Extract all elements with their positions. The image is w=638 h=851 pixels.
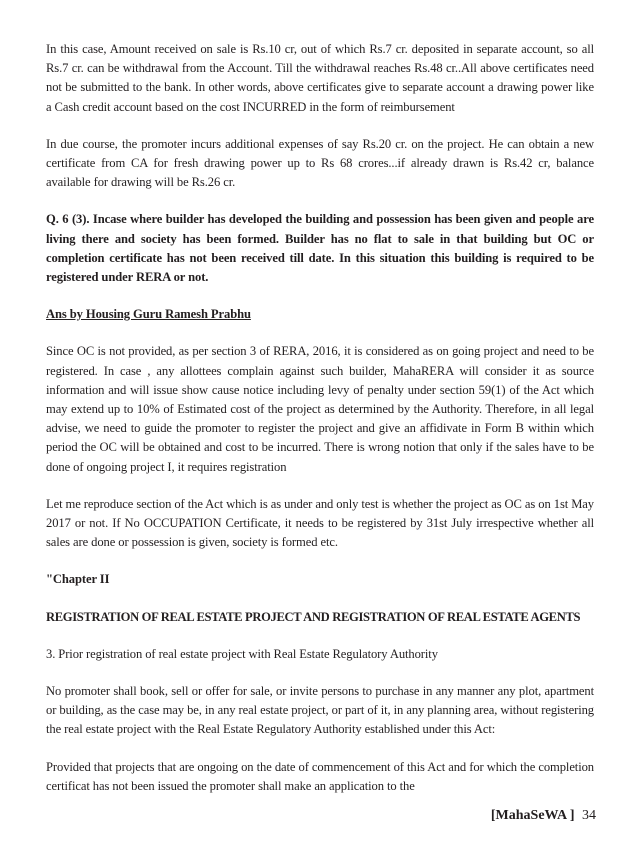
- question-heading: Q. 6 (3). Incase where builder has developed the building and possession has been given and people are living there and society has been formed. Builder has no flat to sale in that building but OC or completion certificate has not been received till date. In this situation this building is required to be registered under RERA or not.: [46, 212, 594, 285]
- chapter-title: REGISTRATION OF REAL ESTATE PROJECT AND REGISTRATION OF REAL ESTATE AGENTS: [46, 609, 581, 624]
- publication-name: [MahaSeWA ]: [490, 808, 575, 823]
- chapter-heading: "Chapter II: [46, 572, 110, 587]
- paragraph-additional-expenses: In due course, the promoter incurs additional expenses of say Rs.20 cr. on the project. He can obtain a new certificate from CA for fresh drawing power up to Rs 68 crores...if already drawn is Rs.42 cr, balance available for drawing will be Rs.26 cr.: [46, 136, 594, 190]
- paragraph-answer-oc: Since OC is not provided, as per section 3 of RERA, 2016, it is considered as on going project and need to be registered. In case , any allottees complain against such builder, MahaRERA will consider it as source information and will issue show cause notice including levy of penalty under section 59(1) of the Act which may extend up to 10% of Estimated cost of the project as determined by the Authority. Therefore, in all legal advise, we need to guide the promoter to register the project and give an affidivate in Form B within which period the OC will be obtained and cost to be incurred. There is wrong notion that only if the sales have to be done of ongoing project I, it requires registration: [46, 344, 594, 474]
- paragraph-section-3: No promoter shall book, sell or offer for sale, or invite persons to purchase in any manner any plot, apartment or building, as the case may be, in any real estate project, or part of it, in any planning area, without registering the real estate project with the Real Estate Regulatory Authority established under this Act:: [46, 684, 594, 737]
- document-page: [46, 40, 594, 814]
- paragraph-act-reproduction: Let me reproduce section of the Act which is as under and only test is whether the project as OC as on 1st May 2017 or not. If No OCCUPATION Certificate, it needs to be registered by 31st July irrespective whether all sales are done or possession is given, society is formed etc.: [46, 496, 594, 550]
- page-number: 34: [582, 808, 596, 823]
- page-footer: [491, 808, 596, 824]
- answer-byline: Ans by Housing Guru Ramesh Prabhu: [46, 307, 251, 322]
- paragraph-cash-credit: In this case, Amount received on sale is Rs.10 cr, out of which Rs.7 cr. deposited in separate account, so all Rs.7 cr. can be withdrawal from the Account. Till the withdrawal reaches Rs.48 cr..All above certificates need not be submitted to the bank. In other words, above certificates give to separate account a drawing power like a Cash credit account based on the cost INCURRED in the form of reimbursement: [46, 42, 594, 114]
- section-heading: 3. Prior registration of real estate project with Real Estate Regulatory Authority: [46, 646, 438, 661]
- paragraph-proviso: Provided that projects that are ongoing on the date of commencement of this Act and for which the completion certificat has not been issued the promoter shall make an application to the: [46, 759, 594, 793]
